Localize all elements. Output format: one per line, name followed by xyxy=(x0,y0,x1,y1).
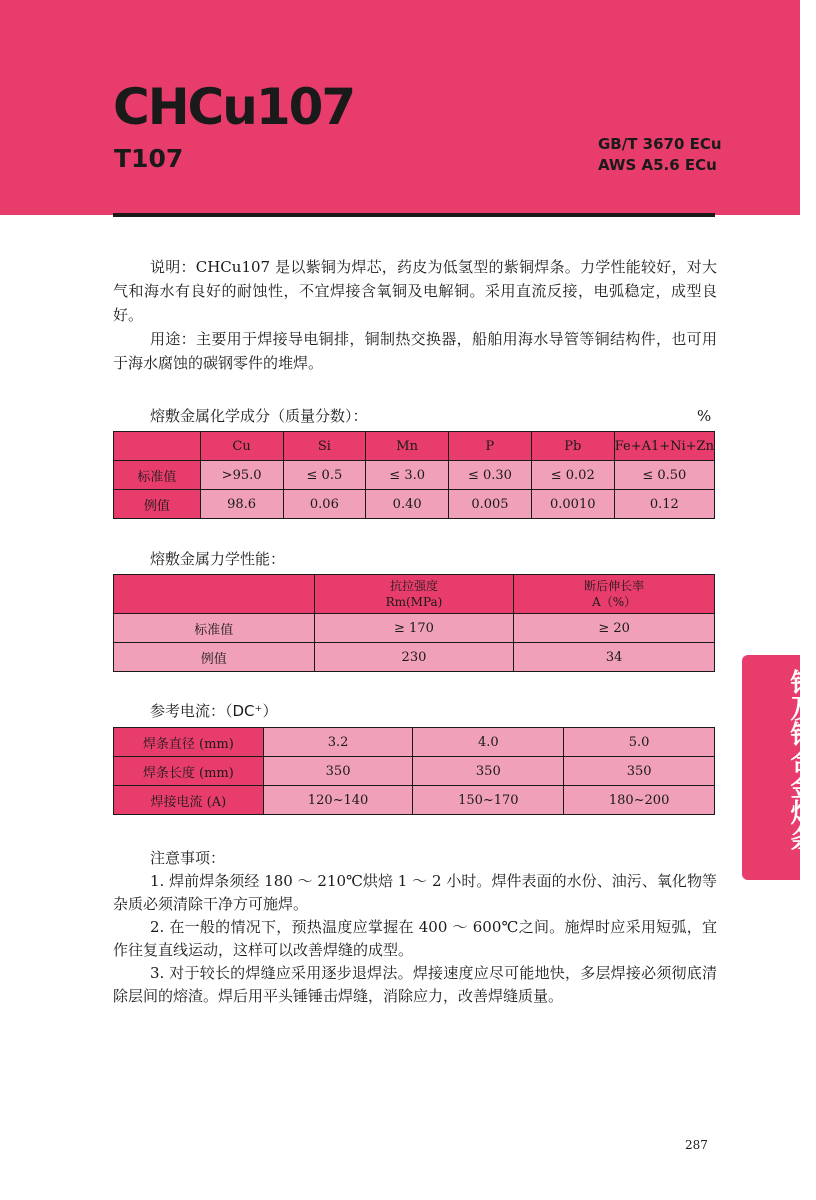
usage-text: ：主要用于焊接导电铜排，铜制热交换器，船舶用海水导管等铜结构件，也可用于海水腐蚀的碳钢零件的堆焊。 xyxy=(113,330,717,372)
row-header: 焊条长度 (mm) xyxy=(114,757,264,786)
chemical-unit: % xyxy=(697,407,712,425)
table-cell: ≤ 0.50 xyxy=(614,461,714,490)
header-banner xyxy=(0,0,800,215)
table-cell: ≥ 20 xyxy=(514,614,715,643)
elongation-unit: A（%） xyxy=(592,595,637,609)
category-side-tab xyxy=(742,655,816,880)
table-cell: 98.6 xyxy=(200,490,283,519)
row-header: 例值 xyxy=(114,490,201,519)
tensile-label: 抗拉强度 xyxy=(389,579,438,593)
table-cell: ≥ 170 xyxy=(314,614,514,643)
usage-paragraph xyxy=(113,327,717,375)
table-cell xyxy=(314,575,514,614)
table-cell: 0.40 xyxy=(366,490,449,519)
table-cell: Pb xyxy=(531,432,614,461)
table-cell xyxy=(114,575,315,614)
current-title: 参考电流：（DC⁺） xyxy=(150,702,278,720)
table-cell: Cu xyxy=(200,432,283,461)
product-title: CHCu107 xyxy=(113,78,355,136)
table-cell: 0.005 xyxy=(449,490,532,519)
current-table xyxy=(113,727,715,815)
category-label: 铜及铜合金焊条 xyxy=(786,669,816,851)
chemical-header-row xyxy=(114,432,715,461)
table-row xyxy=(114,461,715,490)
row-header: 标准值 xyxy=(114,461,201,490)
table-cell: Si xyxy=(283,432,366,461)
chemical-table xyxy=(113,431,715,519)
standard-aws: AWS A5.6 ECu xyxy=(598,156,717,174)
row-header: 标准值 xyxy=(114,614,315,643)
chemical-title: 熔敷金属化学成分（质量分数）： xyxy=(150,407,368,425)
table-row xyxy=(114,757,715,786)
notes-title: 注意事项： xyxy=(150,849,226,867)
table-cell: >95.0 xyxy=(200,461,283,490)
table-cell: 34 xyxy=(514,643,715,672)
table-cell: 0.06 xyxy=(283,490,366,519)
row-header: 焊条直径 (mm) xyxy=(114,728,264,757)
note-item: 1. 焊前焊条须经 180 ～ 210℃烘焙 1 ～ 2 小时。焊件表面的水份、油污、氧化物等杂质必须清除干净方可施焊。 xyxy=(113,872,717,913)
table-cell: Fe+A1+Ni+Zn xyxy=(614,432,714,461)
table-cell: 350 xyxy=(263,757,413,786)
mechanical-title: 熔敷金属力学性能： xyxy=(150,550,286,568)
table-cell: ≤ 0.30 xyxy=(449,461,532,490)
tensile-unit: Rm(MPa) xyxy=(385,595,443,609)
table-cell: 0.0010 xyxy=(531,490,614,519)
description-label: 说明 xyxy=(150,258,181,276)
table-cell: ≤ 3.0 xyxy=(366,461,449,490)
description-text: ：CHCu107 是以紫铜为焊芯，药皮为低氢型的紫铜焊条。力学性能较好，对大气和海水有良好的耐蚀性，不宜焊接含氧铜及电解铜。采用直流反接，电弧稳定，成型良好。 xyxy=(113,258,717,324)
table-row xyxy=(114,643,715,672)
table-cell: Mn xyxy=(366,432,449,461)
table-cell: 120~140 xyxy=(263,786,413,815)
elongation-label: 断后伸长率 xyxy=(584,579,645,593)
row-header: 例值 xyxy=(114,643,315,672)
table-cell: ≤ 0.5 xyxy=(283,461,366,490)
description-paragraph xyxy=(113,255,717,327)
table-cell xyxy=(514,575,715,614)
table-cell: 3.2 xyxy=(263,728,413,757)
table-cell: 180~200 xyxy=(564,786,715,815)
notes-section xyxy=(113,847,717,1008)
table-cell: 0.12 xyxy=(614,490,714,519)
table-cell: 150~170 xyxy=(413,786,564,815)
note-item: 3. 对于较长的焊缝应采用逐步退焊法。焊接速度应尽可能地快，多层焊接必须彻底清除层间的熔渣。焊后用平头锤锤击焊缝，消除应力，改善焊缝质量。 xyxy=(113,964,717,1005)
standard-gb: GB/T 3670 ECu xyxy=(598,135,722,153)
usage-label: 用途 xyxy=(150,330,181,348)
table-row xyxy=(114,786,715,815)
table-row xyxy=(114,728,715,757)
table-cell: 350 xyxy=(413,757,564,786)
row-header: 焊接电流 (A) xyxy=(114,786,264,815)
table-cell: ≤ 0.02 xyxy=(531,461,614,490)
note-item: 2. 在一般的情况下，预热温度应掌握在 400 ～ 600℃之间。施焊时应采用短弧，宜作往复直线运动，这样可以改善焊缝的成型。 xyxy=(113,918,717,959)
header-rule xyxy=(113,213,715,217)
mechanical-table xyxy=(113,574,715,672)
table-row xyxy=(114,490,715,519)
table-cell: 4.0 xyxy=(413,728,564,757)
table-cell: P xyxy=(449,432,532,461)
page-number: 287 xyxy=(685,1138,708,1152)
table-cell: 350 xyxy=(564,757,715,786)
product-subtitle: T107 xyxy=(114,144,184,173)
mechanical-header-row xyxy=(114,575,715,614)
table-cell: 230 xyxy=(314,643,514,672)
table-row xyxy=(114,614,715,643)
table-cell xyxy=(114,432,201,461)
table-cell: 5.0 xyxy=(564,728,715,757)
